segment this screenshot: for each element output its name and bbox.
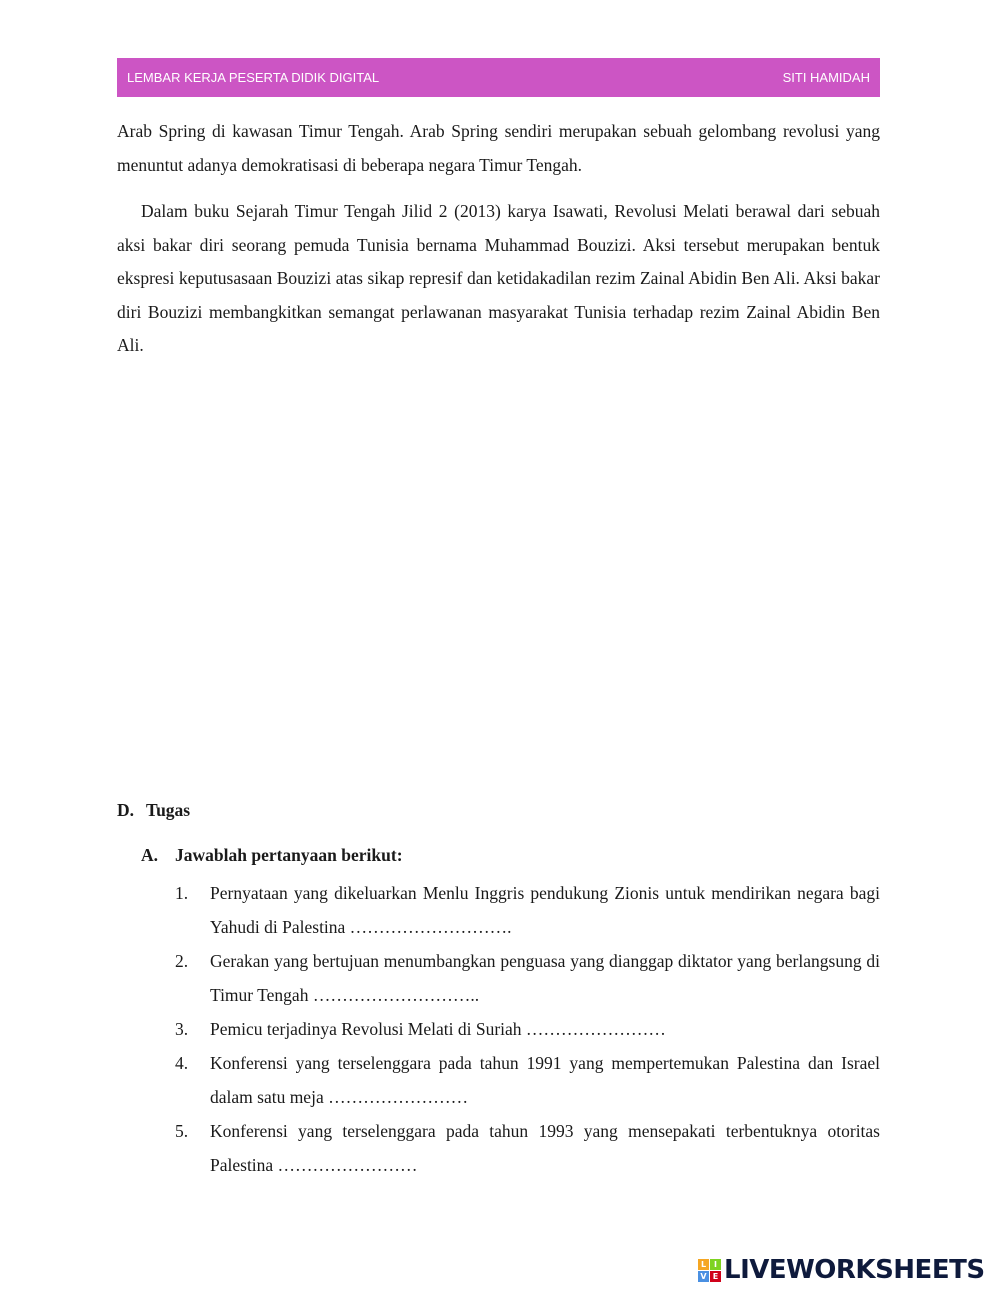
question-number: 2.	[175, 951, 189, 971]
question-item	[175, 944, 880, 1012]
question-item	[175, 1114, 880, 1182]
subsection-title: Jawablah pertanyaan berikut:	[175, 845, 403, 865]
logo-tile: L	[698, 1259, 709, 1270]
logo-text: LIVEWORKSHEETS	[724, 1255, 985, 1285]
subsection-letter: A.	[141, 845, 159, 865]
logo-tile: V	[698, 1271, 709, 1282]
header-title: LEMBAR KERJA PESERTA DIDIK DIGITAL	[127, 70, 380, 85]
page-header	[117, 58, 880, 97]
question-text[interactable]: Konferensi yang terselenggara pada tahun 1991 yang mempertemukan Palestina dan Israel dalam satu meja ……………………	[210, 1053, 880, 1107]
paragraph-intro: Arab Spring di kawasan Timur Tengah. Arab Spring sendiri merupakan sebuah gelombang revolusi yang menuntut adanya demokratisasi di beberapa negara Timur Tengah.	[117, 121, 880, 175]
subsection-heading	[141, 845, 403, 866]
section-letter: D.	[117, 800, 135, 820]
liveworksheets-logo[interactable]	[698, 1253, 985, 1287]
question-text[interactable]: Gerakan yang bertujuan menumbangkan penguasa yang dianggap diktator yang berlangsung di Timur Tengah ………………………..	[210, 951, 880, 1005]
question-list	[175, 876, 880, 1182]
logo-tile: I	[710, 1259, 721, 1270]
question-number: 1.	[175, 883, 189, 903]
question-number: 3.	[175, 1019, 189, 1039]
question-text[interactable]: Konferensi yang terselenggara pada tahun 1993 yang mensepakati terbentuknya otoritas Palestina ……………………	[210, 1121, 880, 1175]
question-text[interactable]: Pernyataan yang dikeluarkan Menlu Inggris pendukung Zionis untuk mendirikan negara bagi Yahudi di Palestina ……………………….	[210, 883, 880, 937]
question-item	[175, 1012, 880, 1046]
logo-tiles-icon	[698, 1259, 721, 1282]
section-title: Tugas	[146, 800, 191, 820]
question-number: 4.	[175, 1053, 189, 1073]
logo-tile: E	[710, 1271, 721, 1282]
question-number: 5.	[175, 1121, 189, 1141]
section-heading	[117, 800, 190, 821]
question-item	[175, 876, 880, 944]
question-item	[175, 1046, 880, 1114]
header-author: SITI HAMIDAH	[782, 70, 870, 85]
question-text[interactable]: Pemicu terjadinya Revolusi Melati di Suriah ……………………	[210, 1019, 666, 1039]
paragraph-revolusi-melati: Dalam buku Sejarah Timur Tengah Jilid 2 (2013) karya Isawati, Revolusi Melati berawal dari sebuah aksi bakar diri seorang pemuda Tunisia bernama Muhammad Bouzizi. Aksi tersebut merupakan bentuk ekspresi keputusasaan Bouzizi atas sikap represif dan ketidakadilan rezim Zainal Abidin Ben Ali. Aksi bakar diri Bouzizi membangkitkan semangat perlawanan masyarakat Tunisia terhadap rezim Zainal Abidin Ben Ali.	[117, 201, 880, 355]
